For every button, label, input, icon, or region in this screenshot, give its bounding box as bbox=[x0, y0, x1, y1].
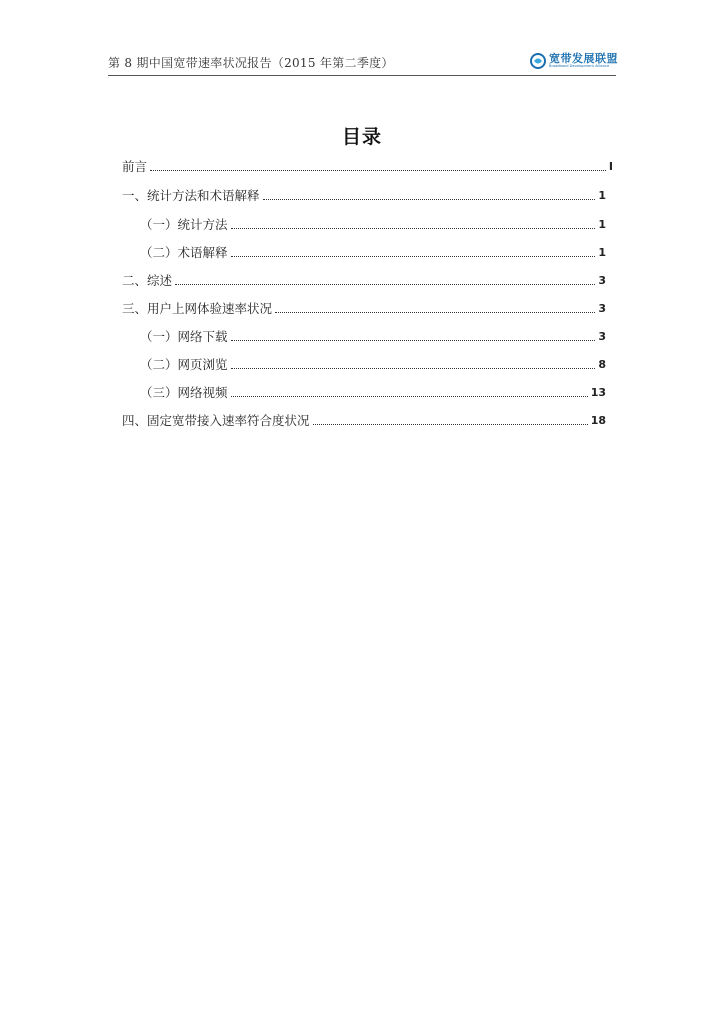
toc-entry-label: 前言 bbox=[122, 159, 148, 174]
toc-entry-page: 3 bbox=[598, 330, 606, 343]
toc-entry-page: I bbox=[608, 160, 613, 173]
toc-entry-page: 3 bbox=[598, 274, 606, 287]
logo-name: 宽带发展联盟 bbox=[549, 52, 618, 66]
toc-dot-leader bbox=[150, 170, 606, 171]
toc-dot-leader bbox=[231, 228, 596, 229]
toc-entry-section-4[interactable] bbox=[122, 409, 606, 429]
toc-entry-page: 1 bbox=[598, 246, 606, 259]
toc-entry-page: 18 bbox=[590, 414, 606, 427]
toc-entry-preface[interactable] bbox=[122, 155, 613, 175]
toc-dot-leader bbox=[313, 424, 588, 425]
toc-entry-page: 1 bbox=[598, 189, 606, 202]
toc-entry-section-3[interactable] bbox=[122, 297, 606, 317]
toc-entry-page: 3 bbox=[598, 302, 606, 315]
logo-subtitle: Broadband Development Alliance bbox=[549, 64, 610, 69]
toc-entry-label: 三、用户上网体验速率状况 bbox=[122, 301, 273, 316]
toc-entry-page: 1 bbox=[598, 218, 606, 231]
toc-dot-leader bbox=[231, 396, 588, 397]
alliance-logo bbox=[530, 50, 616, 72]
toc-entry-label: 一、统计方法和术语解释 bbox=[122, 188, 260, 203]
toc-dot-leader bbox=[263, 199, 596, 200]
toc-entry-section-1-1[interactable] bbox=[140, 213, 606, 233]
alliance-logo-icon bbox=[530, 53, 546, 69]
toc-entry-label: （三）网络视频 bbox=[140, 385, 228, 400]
toc-entry-section-1[interactable] bbox=[122, 184, 606, 204]
toc-entry-page: 13 bbox=[590, 386, 606, 399]
toc-dot-leader bbox=[231, 368, 596, 369]
toc-entry-section-3-3[interactable] bbox=[140, 381, 606, 401]
toc-entry-section-2[interactable] bbox=[122, 269, 606, 289]
toc-dot-leader bbox=[231, 256, 596, 257]
toc-entry-section-3-2[interactable] bbox=[140, 353, 606, 373]
toc-title: 目录 bbox=[341, 126, 382, 148]
toc-entry-section-3-1[interactable] bbox=[140, 325, 606, 345]
page-header bbox=[108, 50, 616, 74]
toc-entry-label: （二）网页浏览 bbox=[140, 357, 228, 372]
toc-entry-label: 四、固定宽带接入速率符合度状况 bbox=[122, 413, 310, 428]
toc-dot-leader bbox=[175, 284, 595, 285]
toc-entry-label: （一）网络下载 bbox=[140, 329, 228, 344]
toc-dot-leader bbox=[275, 312, 595, 313]
toc-dot-leader bbox=[231, 340, 596, 341]
toc-entry-label: （二）术语解释 bbox=[140, 245, 228, 260]
toc-entry-page: 8 bbox=[598, 358, 606, 371]
toc-entry-label: 二、综述 bbox=[122, 273, 173, 288]
header-divider bbox=[108, 75, 616, 76]
header-title: 第 8 期中国宽带速率状况报告（2015 年第二季度） bbox=[108, 56, 394, 70]
toc-entry-section-1-2[interactable] bbox=[140, 241, 606, 261]
toc-entry-label: （一）统计方法 bbox=[140, 217, 228, 232]
